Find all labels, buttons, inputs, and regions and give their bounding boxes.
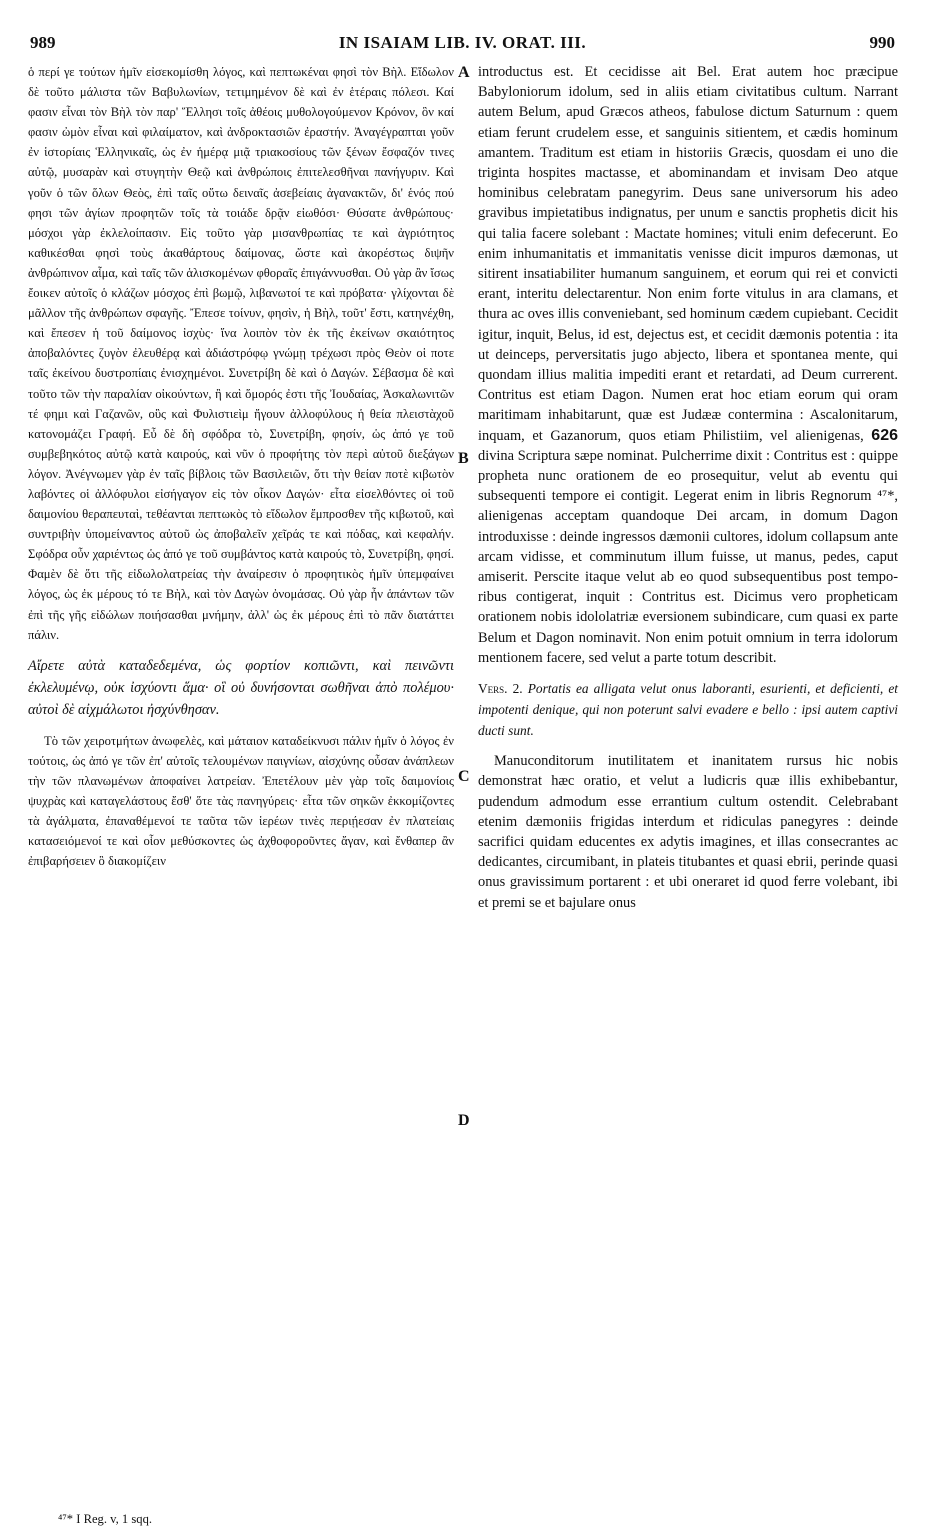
latin-paragraph-1-a: introductus est. Et cecidisse ait Bel. Erat autem hoc præcipue Babyloniorum idolum, sed in aliis etiam civitatibus cultum. Narrant autem Belum, apud Græcos atheos, fabulose dictum Saturnum : quem etiam ferunt crudelem esse, et sanguinis sitientem, et cædis hominum amantem. Traditum est etiam in historiis Græcis, quosdam ei uno die triginta hospites mactasse, et abominandam et invisam Deo atque hominibus celebratam panegyrim. Deus sane universorum his adeo gravibus impietatibus indignatus, per unum e sanctis prophetis dicit his qui talia facere solebant : Mactate homines; vituli enim defecerunt. Eo enim inhumanitatis et immanitatis venisse dicit impuros dæmonas, ut sitirent insatiabiliter humanum sanguinem, et eorum qui rei et convicti erant, interitu delectarentur. Non enim forte vitulus in ara clamans, et thura ac oves illis conveniebant, sed hominum cædem cupiebant. Cecidit igitur, inquit, Belus, id est, dejectus est, et cecidit dæmonis potentia : ita ut deinceps, perversitatis jugo abjecto, libera et spontanea mente, qui quondam illius malitia impediti erant et retardati, ad Deum currerent. Contritus est etiam Dagon. Numen erat hoc etiam eorum qui oram maritimam inhabitarunt, quæ est Judææ contermina : Ascalonitarum, inquam, et Gazanorum, quos etiam Philistiim, vel alienigenas,	[478, 64, 898, 444]
greek-paragraph-2: Τὸ τῶν χειροτμήτων ἀνωφελὲς, καὶ μάταιον καταδείκνυσι πάλιν ἡμῖν ὁ λόγος ἐν τούτοις, ὡς ἀπό γε τῶν ἐπ' αὐτοῖς τελουμένων παιγνίων, αἰσχύνης οὖσαν ἀνάπλεων τὴν τῶν πλανωμένων ἀποφαίνει λατρείαν. Ἐπετέλουν μὲν γὰρ τοῖς δαιμονίοις ψυχρὰς καὶ καταγελάστους ἔσθ' ὅτε τὰς πανηγύρεις· εἶτα τῶν σηκῶν ἐκκομίζοντες τὰ ἀγάλματα, ἐπαναθέμενοί τε ταῦτα τῶν ἱερέων τινὲς περιῄεσαν ἐν πλατείαις κατασειόμενοί τε καὶ οἷον μεθύσκοντες ὡς ἀχθοφοροῦντες ἄγαν, καὶ ἔνθαπερ ἂν ἐπιβαρήσειεν ὃ διακομίζειν	[28, 733, 454, 869]
margin-marker-d: D	[458, 1112, 470, 1129]
running-title: IN ISAIAM LIB. IV. ORAT. III.	[338, 33, 587, 52]
page-number-right: 990	[869, 33, 895, 52]
latin-lemma	[478, 678, 898, 741]
page-reference-number: 626	[871, 426, 898, 444]
latin-paragraph-2: Manuconditorum inutilitatem et inanitatem rursus hic nobis demonstrat hæc oratio, et velut a ludicris quæ illis exhibebantur, pudendum admodum esse errantium cultum ostendit. Celebrabant etenim dæmoniis frigidas interdum et ridiculas panegyres : deinde sacrifici quidam educentes ex adytis imagines, et illas consecrantes ac dedicantes, circumibant, in plateis titubantes et quasi ebrii, perinde quasi onus gravissimum portarent : et ubi oneraret id quod ferre volebant, ibi et premi se et bajulare onus	[478, 753, 898, 911]
footnote: ⁴⁷* I Reg. v, 1 sqq.	[58, 1512, 153, 1526]
latin-paragraph-1-b: divina Scriptura sæpe nominat. Pulcherrime dixit : Contritus est : quippe propheta nunc orationem de eo prosequitur, velut ab eventu qui subsequenti tempore ei contigit. Legerat enim in libris Regnorum ⁴⁷*, alienigenas acceptam quandoque Dei arcam, in domum Dagon introduxisse : deinde ingressos dæmonii cultores, idolum collapsum ante arcam vidisse, et comminutum illum fuisse, ut manus, pedes, caput amiserit. Perscite itaque velut ab eo quod subsequentibus post temporibus contigerat, inquit : Contritus est. Dicimus vero propheticam orationem nobis idololatriæ eversionem subindicare, cum quasi ex parte Belum et Dagon nominavit. Non enim potuit omnium in terra idolorum mentionem facere, sed velut a parte totum describit.	[478, 447, 898, 666]
greek-paragraph-1: ὁ περί γε τούτων ἡμῖν εἰσεκομίσθη λόγος, καὶ πεπτωκέναι φησὶ τὸν Βὴλ. Εἴδωλον δὲ τοῦτο μάλιστα τῶν Βαβυλωνίων, τετιμημένον δὲ καὶ ἐν ἑτέραις πόλεσι. Καί φασιν εἶναι τὸν Βὴλ τὸν παρ' Ἕλλησι τοῖς ἀθέοις μυθολογούμενον Κρόνον, ὃν καί φασιν ὠμὸν εἶναι καὶ φιλαίματον, καὶ ἀνδροκτασιῶν ἐραστήν. Ἀναγέγραπται γοῦν ἐν ἱστορίαις Ἑλληνικαῖς, ὡς ἐν ἡμέρᾳ μιᾷ τριακοσίους τῶν ξένων ἔσφαζόν τινες αὐτῷ, μυσαρὰν καὶ στυγητὴν Θεῷ καὶ ἀνθρώποις ἐπιτελεσθῆναι πανήγυριν. Καὶ γοῦν ὁ τῶν ὅλων Θεὸς, ἐπὶ ταῖς οὕτω δειναῖς ἀσεβείαις ἀγανακτῶν, δι' ἑνός πού φησι τῶν ἁγίων προφητῶν τοῖς τὰ τοιάδε δρᾷν εἰωθόσι· Θύσατε ἀνθρώπους· μόσχοι γὰρ ἐκλελοίπασιν. Εἰς τοῦτο γὰρ μισανθρωπίας τε καὶ ἀγριότητος καθικέσθαι φησὶ τοὺς ἀκαθάρτους δαίμονας, ὥστε καὶ ἀκορέστως διψῆν ἀνθρώπινον αἷμα, καὶ ταῖς τῶν ἁλισκομένων φθοραῖς ἐπιγάννυσθαι. Οὐ γὰρ ἂν ἴσως ἔοικεν αὐτοῖς ὁ κλάζων μόσχος ἐπὶ βωμῷ, λιβανωτοί τε καὶ πρόβατα· γλίχονται δὲ μᾶλλον τῆς ἀνθρώπων σφαγῆς. Ἔπεσε τοίνυν, φησὶν, ἡ Βὴλ, τοῦτ' ἔστι, κατηνέχθη, καὶ ἔπεσεν ἡ τοῦ δαίμονος ἰσχὺς· ἵνα λοιπὸν τὸν ἐκ τῆς ἐκείνων σκαιότητος ἀποβαλόντες ζυγὸν ἐλευθέρᾳ καὶ ἀδιάστρόφῳ γνώμῃ τρέχωσι πρὸς Θεὸν οἱ ποτε ταῖς ἐκείνου δυστροπίαις ἐνισχημένοι. Συνετρίβη δὲ καὶ ὁ Δαγών. Σέβασμα δὲ καὶ τοῦτο τῶν τὴν παραλίαν οἰκούντων, ἢ καὶ ὅμορός ἐστι τῆς Ἰουδαίας, Ἀσκαλωνιτῶν τέ φημι καὶ Γαζανῶν, οὓς καὶ Φυλιστιεὶμ ἤγουν ἀλλοφύλους ἡ θεία πλειστὰχοῦ κατονομάζει Γραφή. Εὖ δὲ δὴ σφόδρα τὸ, Συνετρίβη, φησίν, ὡς ἀπό γε τοῦ συμβεβηκότος αὐτῷ κατὰ καιρούς, καὶ νῦν ὁ προφήτης τὸν περὶ αὐτοῦ διεξάγων λόγον. Ἀνέγνωμεν γὰρ ἐν ταῖς βίβλοις τῶν Βασιλειῶν, ὅτι τὴν θείαν ποτὲ κιβωτὸν λαβόντες οἱ ἀλλόφυλοι εἰσήγαγον εἰς τὸν οἶκον Δαγών· εἶτα εἰσελθόντες οἱ τοῦ δαιμονίου θεραπευταὶ, τεθέανται πεπτωκὸς τὸ εἴδωλον ἔμπροσθεν τῆς κιβωτοῦ, καὶ συντριβὴν ὑπομείναντος αὐτοῦ ὡς ἀποβαλεῖν χεῖράς τε καὶ πόδας, καὶ κεφαλήν. Σφόδρα οὖν χαριέντως ὡς ἀπό γε τοῦ συμβάντος κατὰ καιρούς τὸ, Συνετρίβη, φησί. Φαμὲν δὲ ὅτι τῆς εἰδωλολατρείας τὴν ἀναίρεσιν ὁ προφητικὸς ἡμῖν ὑπεμφαίνει λόγος, ὡς ἐκ μέρους τό τε Βὴλ, καὶ τὸν Δαγὼν ὀνομάσας. Οὐ γὰρ ἦν ἁπάντων τῶν ἐπὶ τῆς γῆς εἰδώλων ποιήσασθαι μνήμην, ἀλλ' ὡς ἐκ μέρους ἐπὶ τὸ πᾶν διατάττει πάλιν.	[28, 65, 454, 642]
latin-paragraph-1	[478, 62, 898, 668]
latin-column	[478, 62, 898, 913]
verse-label: Vers. 2.	[478, 681, 523, 697]
margin-marker-a: A	[458, 64, 470, 81]
latin-lemma-text: Portatis ea alligata velut onus laboranti, esurienti, et deficienti, et impotenti denique, qui non poterunt salvi evadere e bello : ipsi autem captivi ducti sunt.	[478, 681, 898, 739]
greek-lemma: Αἴρετε αὐτὰ καταδεδεμένα, ὡς φορτίον κοπιῶντι, καὶ πεινῶντι ἐκλελυμένῳ, οὐκ ἰσχύοντι ἅμα· οἳ οὐ δυνήσονται σωθῆναι ἀπὸ πολέμου· αὐτοὶ δὲ αἰχμάλωτοι ἠσχύνθησαν.	[28, 657, 454, 718]
page-number-left: 989	[30, 33, 56, 52]
greek-column	[28, 62, 454, 871]
margin-marker-c: C	[458, 768, 470, 785]
margin-marker-b: B	[458, 450, 469, 467]
running-header	[30, 33, 895, 57]
